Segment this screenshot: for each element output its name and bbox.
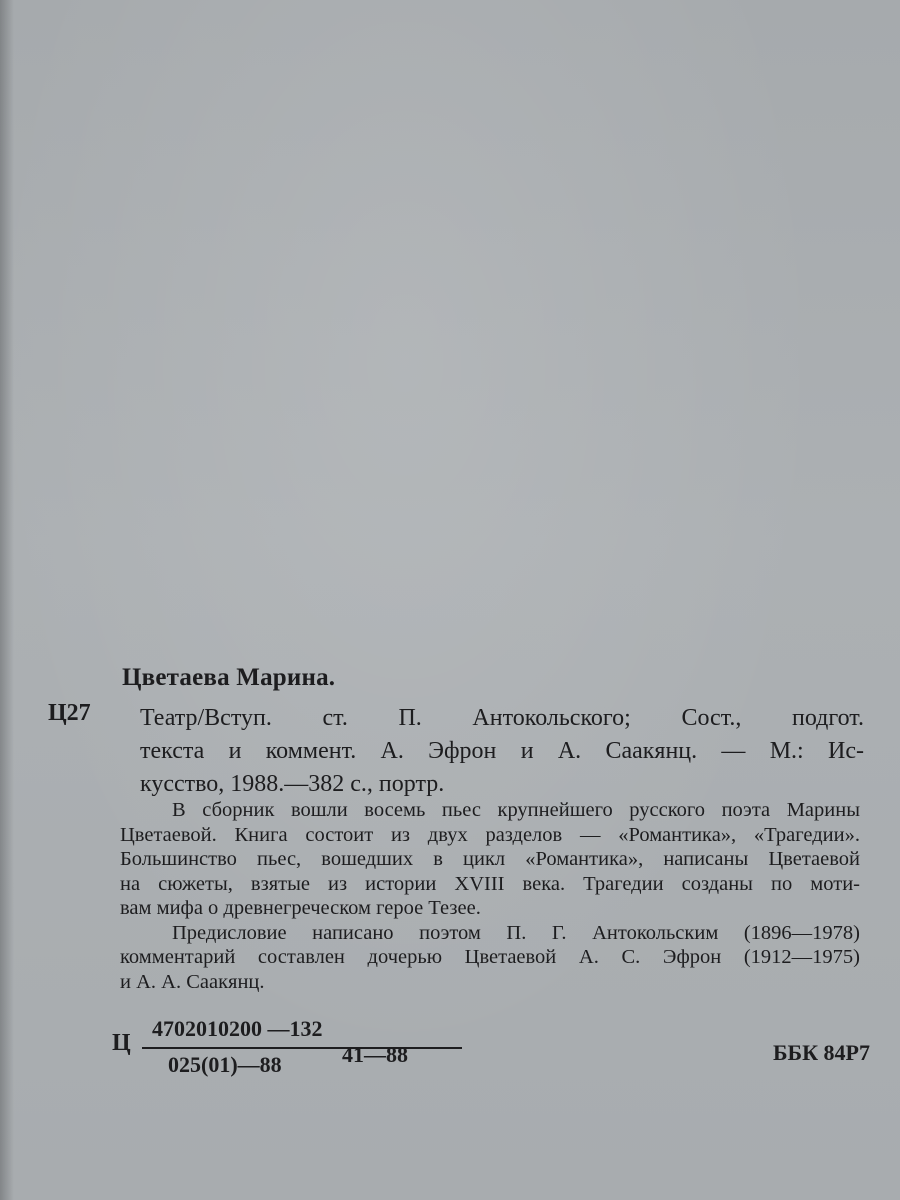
author-heading: Цветаева Марина.	[122, 664, 336, 691]
catalog-code: Ц27	[48, 700, 91, 726]
annotation	[120, 798, 860, 994]
biblio-line: Театр/Вступ. ст. П. Антокольского; Сост., подгот.	[140, 705, 864, 731]
biblio-line: текста и коммент. А. Эфрон и А. Саакянц. — М.: Ис-	[140, 738, 864, 764]
annotation-line: Предисловие написано поэтом П. Г. Антокольским (1896—1978)	[172, 921, 860, 944]
annotation-line: Большинство пьес, вошедших в цикл «Романтика», написаны Цветаевой	[120, 848, 860, 870]
page-edge-shadow	[0, 0, 14, 1200]
biblio-line: кусство, 1988.—382 с., портр.	[140, 771, 445, 797]
annotation-line: комментарий составлен дочерью Цветаевой А. С. Эфрон (1912—1975)	[120, 946, 860, 968]
annotation-line: вам мифа о древнегреческом герое Тезее.	[120, 897, 481, 919]
index-letter: Ц	[112, 1030, 131, 1056]
index-numerator: 4702010200 —132	[152, 1016, 323, 1041]
annotation-line: Цветаевой. Книга состоит из двух разделов — «Романтика», «Трагедии».	[120, 823, 860, 846]
bbk-code: ББК 84Р7	[773, 1040, 870, 1065]
index-suffix: 41—88	[342, 1042, 408, 1067]
annotation-line: и А. А. Саакянц.	[120, 970, 265, 993]
annotation-line: В сборник вошли восемь пьес крупнейшего русского поэта Марины	[172, 799, 860, 821]
fraction-rule	[142, 1047, 462, 1049]
bibliographic-description	[140, 702, 864, 801]
index-denominator: 025(01)—88	[168, 1052, 282, 1077]
publication-index	[112, 1016, 872, 1086]
annotation-line: на сюжеты, взятые из истории XVIII века. Трагедии созданы по моти-	[120, 872, 860, 895]
